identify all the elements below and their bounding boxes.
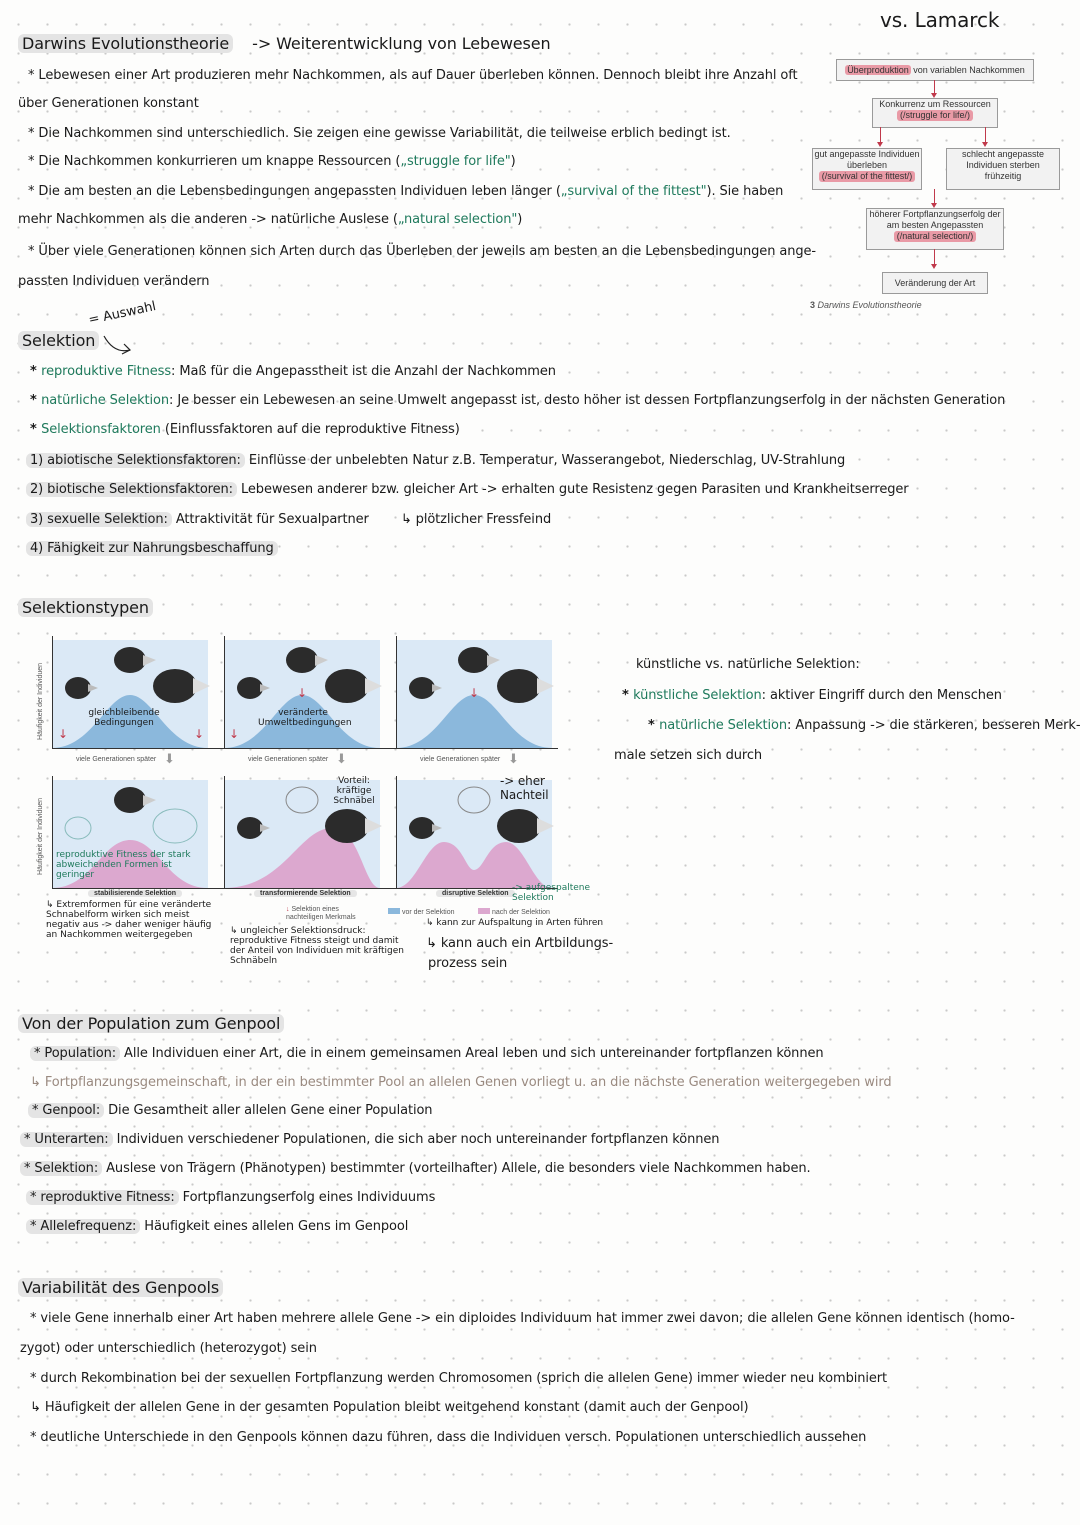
axis	[52, 776, 53, 888]
darwin-point-6b: passten Individuen verändern	[18, 274, 210, 289]
genpool-allele-frequency: * Allelefrequenz: Häufigkeit eines allelen Gens im Genpool	[26, 1219, 408, 1234]
flow-box-change: Veränderung der Art	[882, 272, 988, 294]
flow-box-die: schlecht angepasste Individuen sterben frühzeitig	[946, 148, 1060, 190]
factor-biotic: 2) biotische Selektionsfaktoren: Lebewesen anderer bzw. gleicher Art -> erhalten gute Resistenz gegen Parasiten und Krankheitserreger	[26, 482, 909, 497]
panel-note: gleichbleibende Bedingungen	[88, 708, 160, 728]
darwin-point-1b: über Generationen konstant	[18, 96, 199, 111]
darwin-point-1a: * Lebewesen einer Art produzieren mehr Nachkommen, als auf Dauer überleben können. Dennoch bleibt ihre Anzahl oft	[28, 68, 798, 83]
axis	[396, 776, 397, 888]
finch-birds-icon	[60, 780, 210, 850]
darwin-heading-arrow: -> Weiterentwicklung von Lebewesen	[252, 34, 551, 53]
flow-box-competition: Konkurrenz um Ressourcen (/struggle for life/)	[872, 98, 998, 128]
natural-item: * natürliche Selektion: Anpassung -> die stärkeren, besseren Merk-	[648, 718, 1080, 733]
y-axis-label: Häufigkeit der Individuen	[37, 662, 44, 740]
later-label: viele Generationen später	[420, 756, 501, 763]
selection-item-factors: * Selektionsfaktoren (Einflussfaktoren auf die reproduktive Fitness)	[30, 422, 460, 437]
types-heading: Selektionstypen	[18, 598, 153, 617]
darwin-point-4: * Die am besten an die Lebensbedingungen angepassten Individuen leben länger („survival of the fittest"). Sie haben	[28, 184, 784, 199]
darwin-heading: Darwins Evolutionstheorie	[18, 34, 233, 53]
later-label: viele Generationen später	[248, 756, 329, 763]
panel-note: reproduktive Fitness der stark abweichenden Formen ist geringer	[56, 850, 191, 880]
legend-before: vor der Selektion	[388, 908, 454, 916]
tag-disruptive: disruptive Selektion	[436, 890, 515, 897]
legend-after: nach der Selektion	[478, 908, 550, 916]
stabilizing-explanation: ↳ Extremformen für eine veränderte Schnabelform wirken sich meist negativ aus -> daher weniger häufig an Nachkommen weitergegeben	[46, 900, 212, 940]
selection-annotation: = Auswahl	[87, 299, 158, 328]
down-arrow-icon: ⬇	[336, 752, 347, 767]
darwin-heading-row	[18, 34, 551, 53]
disruptive-explanation-3: prozess sein	[428, 956, 508, 971]
genpool-selection: * Selektion: Auslese von Trägern (Phänotypen) bestimmter (vorteilhafter) Allele, die besonders viele Nachkommen haben.	[20, 1161, 811, 1176]
legend-selection: ↓ Selektion eines nachteiligen Merkmals	[286, 906, 356, 921]
red-arrow-icon: ↓	[194, 727, 205, 741]
disruptive-note: -> aufgespaltene Selektion	[512, 883, 591, 903]
flow-arrow	[880, 127, 881, 143]
flow-box-reproduction: höherer Fortpflanzungserfolg der am besten Angepassten (/natural selection/)	[866, 208, 1004, 250]
finch-birds-icon	[60, 640, 210, 710]
axis	[224, 776, 225, 888]
selection-item-fitness: * reproduktive Fitness: Maß für die Angepasstheit ist die Anzahl der Nachkommen	[30, 364, 556, 379]
red-arrow-icon: ↓	[469, 686, 480, 700]
factor-abiotic: 1) abiotische Selektionsfaktoren: Einflüsse der unbelebten Natur z.B. Temperatur, Wasserangebot, Niederschlag, UV-Strahlung	[26, 453, 845, 468]
flow-caption: 3 Darwins Evolutionstheorie	[810, 300, 922, 310]
selection-heading: Selektion	[18, 331, 99, 350]
y-axis-label: Häufigkeit der Individuen	[37, 797, 44, 875]
panel-note: -> eher Nachteil	[500, 774, 549, 802]
genpool-genpool: * Genpool: Die Gesamtheit aller allelen Gene einer Population	[28, 1103, 432, 1118]
variability-point-1: * viele Gene innerhalb einer Art haben mehrere allele Gene -> ein diploides Individuum hat immer zwei davon; die allelen Gene können identisch (homo-	[30, 1311, 1015, 1326]
darwin-point-5: mehr Nachkommen als die anderen -> natürliche Auslese („natural selection")	[18, 212, 523, 227]
later-label: viele Generationen später	[76, 756, 157, 763]
down-arrow-icon: ⬇	[508, 752, 519, 767]
artificial-item: * künstliche Selektion: aktiver Eingriff durch den Menschen	[622, 688, 1002, 703]
genpool-heading: Von der Population zum Genpool	[18, 1014, 284, 1033]
flow-box-survive: gut angepasste Individuen überleben (/survival of the fittest/)	[812, 148, 922, 190]
axis	[224, 636, 225, 748]
flow-box-overproduction: Überproduktion von variablen Nachkommen	[836, 59, 1034, 81]
selection-annotation-arrow	[100, 332, 140, 360]
disruptive-explanation-1: ↳ kann zur Aufspaltung in Arten führen	[426, 918, 604, 928]
darwin-point-6a: * Über viele Generationen können sich Arten durch das Überleben der jeweils am besten an die Lebensbedingungen ange-	[28, 244, 817, 259]
factor-food: 4) Fähigkeit zur Nahrungsbeschaffung	[26, 541, 278, 556]
factor-sexual: 3) sexuelle Selektion: Attraktivität für Sexualpartner ↳ plötzlicher Fressfeind	[26, 512, 551, 527]
panel-note: veränderte Umweltbedingungen	[258, 708, 352, 728]
genpool-subspecies: * Unterarten: Individuen verschiedener Populationen, die sich aber noch untereinander fortpflanzen können	[20, 1132, 719, 1147]
flow-arrow	[934, 249, 935, 265]
artificial-title: künstliche vs. natürliche Selektion:	[636, 657, 860, 672]
selection-item-natural: * natürliche Selektion: Je besser ein Lebewesen an seine Umwelt angepasst ist, desto höher ist dessen Fortpflanzungserfolg in der nächsten Generation	[30, 393, 1006, 408]
tag-stabilizing: stabilisierende Selektion	[88, 890, 182, 897]
red-arrow-icon: ↓	[58, 727, 69, 741]
red-arrow-icon: ↓	[229, 727, 240, 741]
variability-point-2b: ↳ Häufigkeit der allelen Gene in der gesamten Population bleibt weitgehend konstant (damit auch der Genpool)	[30, 1400, 749, 1415]
red-arrow-icon: ↓	[297, 686, 308, 700]
axis	[52, 636, 53, 748]
flow-arrow	[985, 127, 986, 143]
genpool-population: * Population: Alle Individuen einer Art, die in einem gemeinsamen Areal leben und sich untereinander fortpflanzen können	[30, 1046, 824, 1061]
variability-point-2: * durch Rekombination bei der sexuellen Fortpflanzung werden Chromosomen (sprich die allelen Gene) immer wieder neu kombiniert	[30, 1371, 888, 1386]
flow-arrow	[934, 80, 935, 94]
variability-point-3: * deutliche Unterschiede in den Genpools können dazu führen, dass die Individuen versch. Populationen unterschiedlich aussehen	[30, 1430, 867, 1445]
genpool-fitness: * reproduktive Fitness: Fortpflanzungserfolg eines Individuums	[26, 1190, 435, 1205]
vs-lamarck: vs. Lamarck	[880, 8, 1000, 32]
variability-point-1b: zygot) oder unterschiedlich (heterozygot) sein	[20, 1341, 317, 1356]
axis	[396, 636, 397, 748]
flow-arrow	[934, 189, 935, 204]
variability-heading: Variabilität des Genpools	[18, 1278, 223, 1297]
natural-item-cont: male setzen sich durch	[614, 748, 763, 763]
axis	[52, 748, 380, 749]
axis	[52, 888, 558, 889]
transforming-explanation: ↳ ungleicher Selektionsdruck: reproduktive Fitness steigt und damit der Anteil von Individuen mit kräftigen Schnäbeln	[230, 926, 404, 966]
axis	[380, 748, 558, 749]
down-arrow-icon: ⬇	[164, 752, 175, 767]
panel-note: Vorteil: kräftige Schnäbel	[333, 776, 375, 806]
genpool-population-note: ↳ Fortpflanzungsgemeinschaft, in der ein bestimmter Pool an allelen Genen vorliegt u. an die nächste Generation weitergegeben wird	[30, 1075, 892, 1090]
disruptive-explanation-2: ↳ kann auch ein Artbildungs-	[426, 936, 614, 951]
tag-transforming: transformierende Selektion	[254, 890, 357, 897]
darwin-point-3: * Die Nachkommen konkurrieren um knappe Ressourcen („struggle for life")	[28, 154, 516, 169]
darwin-point-2: * Die Nachkommen sind unterschiedlich. Sie zeigen eine gewisse Variabilität, die teilweise erblich bedingt ist.	[28, 126, 731, 141]
